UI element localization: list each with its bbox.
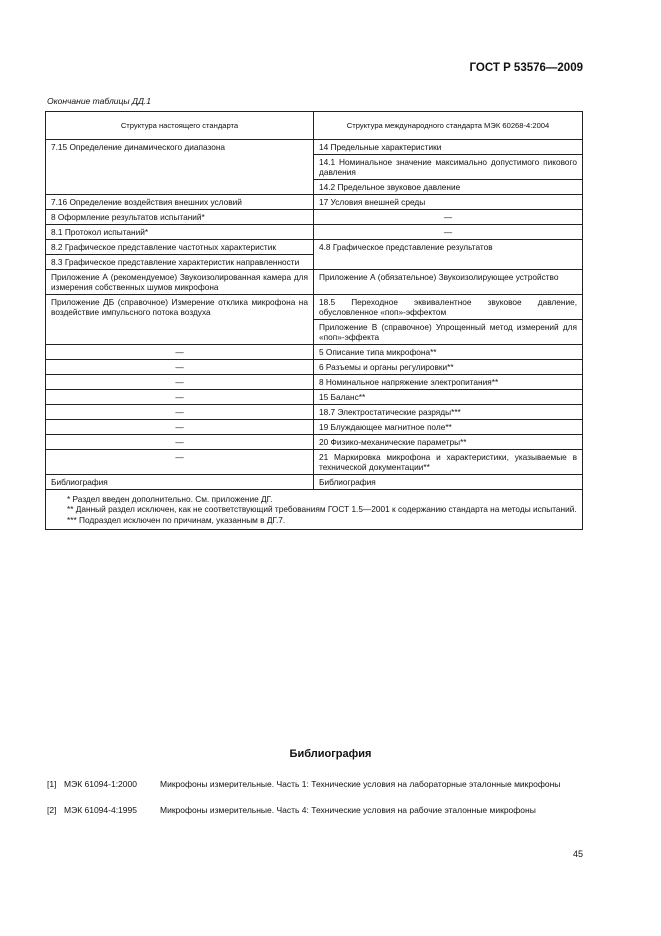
table-cell-right: Библиография <box>314 475 583 490</box>
table-row <box>46 240 583 255</box>
table-cell-right: 5 Описание типа микрофона** <box>314 345 583 360</box>
table-cell-left: 8.1 Протокол испытаний* <box>46 225 314 240</box>
table-cell-right: — <box>314 210 583 225</box>
table-notes-row <box>46 490 583 530</box>
table-row <box>46 390 583 405</box>
table-row <box>46 420 583 435</box>
table-header-row <box>46 112 583 140</box>
table-row <box>46 360 583 375</box>
table-row <box>46 295 583 320</box>
table-cell-left: 7.16 Определение воздействия внешних условий <box>46 195 314 210</box>
table-cell-left: — <box>46 420 314 435</box>
table-cell-right: 14.2 Предельное звуковое давление <box>314 180 583 195</box>
table-cell-right: 20 Физико-механические параметры** <box>314 435 583 450</box>
document-standard-number: ГОСТ Р 53576—2009 <box>469 62 583 74</box>
table-row <box>46 270 583 295</box>
table-row <box>46 435 583 450</box>
table-cell-right: 8 Номинальное напряжение электропитания** <box>314 375 583 390</box>
table-cell-left: — <box>46 360 314 375</box>
table-row <box>46 375 583 390</box>
table-cell-left: Библиография <box>46 475 314 490</box>
correspondence-table <box>45 111 583 530</box>
table-row <box>46 195 583 210</box>
bibliography-entry-number: [2] <box>47 805 57 815</box>
table-notes <box>46 490 583 530</box>
page-number: 45 <box>572 849 583 859</box>
table-cell-right: 14.1 Номинальное значение максимально допустимого пикового давления <box>314 155 583 180</box>
table-cell-right: 18.5 Переходное эквивалентное звуковое давление, обусловленное «поп»-эффектом <box>314 295 583 320</box>
table-cell-left: — <box>46 405 314 420</box>
table-cell-right: 18.7 Электростатические разряды*** <box>314 405 583 420</box>
table-cell-left: Приложение ДБ (справочное) Измерение отклика микрофона на воздействие импульсного потока воздуха <box>46 295 314 345</box>
column-header-national: Структура настоящего стандарта <box>46 112 314 140</box>
table-cell-right: 6 Разъемы и органы регулировки** <box>314 360 583 375</box>
table-cell-right: Приложение А (обязательное) Звукоизолирующее устройство <box>314 270 583 295</box>
table-cell-right: 15 Баланс** <box>314 390 583 405</box>
table-cell-left: — <box>46 375 314 390</box>
table-cell-left: — <box>46 390 314 405</box>
table-cell-left: 7.15 Определение динамического диапазона <box>46 140 314 195</box>
table-row <box>46 210 583 225</box>
table-note: *** Подраздел исключен по причинам, указанным в ДГ.7. <box>67 514 286 525</box>
table-row <box>46 475 583 490</box>
table-cell-right: 21 Маркировка микрофона и характеристики, указываемые в технической документации** <box>314 450 583 475</box>
table-cell-right: — <box>314 225 583 240</box>
table-note: * Раздел введен дополнительно. См. приложение ДГ. <box>67 494 273 504</box>
table-cell-left: 8.3 Графическое представление характеристик направленности <box>46 255 314 270</box>
bibliography-entry-code: МЭК 61094-4:1995 <box>64 805 137 815</box>
table-row <box>46 450 583 475</box>
bibliography-entry-code: МЭК 61094-1:2000 <box>64 779 137 789</box>
table-cell-left: Приложение А (рекомендуемое) Звукоизолированная камера для измерения собственных шумов микрофона <box>46 270 314 295</box>
table-cell-left: — <box>46 450 314 475</box>
column-header-international: Структура международного стандарта МЭК 60268-4:2004 <box>314 112 583 140</box>
table-cell-right: 14 Предельные характеристики <box>314 140 583 155</box>
table-row <box>46 225 583 240</box>
table-cell-left: 8 Оформление результатов испытаний* <box>46 210 314 225</box>
bibliography-entry-text: Микрофоны измерительные. Часть 4: Технические условия на рабочие эталонные микрофоны <box>160 805 536 815</box>
table-cell-right: 4.8 Графическое представление результатов <box>314 240 583 270</box>
table-note: ** Данный раздел исключен, как не соответствующий требованиям ГОСТ 1.5—2001 к содержанию стандарта на методы испытаний. <box>67 504 577 515</box>
bibliography-entry-number: [1] <box>47 779 57 789</box>
bibliography-title: Библиография <box>289 748 372 760</box>
table-row <box>46 405 583 420</box>
table-cell-right: 17 Условия внешней среды <box>314 195 583 210</box>
table-cell-right: Приложение В (справочное) Упрощенный метод измерений для «поп»-эффекта <box>314 320 583 345</box>
table-cell-left: — <box>46 435 314 450</box>
table-row <box>46 140 583 155</box>
table-row <box>46 345 583 360</box>
table-caption: Окончание таблицы ДД.1 <box>47 96 152 106</box>
bibliography-entry-text: Микрофоны измерительные. Часть 1: Технические условия на лабораторные эталонные микрофоны <box>160 779 561 789</box>
table-cell-left: — <box>46 345 314 360</box>
table-cell-left: 8.2 Графическое представление частотных характеристик <box>46 240 314 255</box>
table-cell-right: 19 Блуждающее магнитное поле** <box>314 420 583 435</box>
